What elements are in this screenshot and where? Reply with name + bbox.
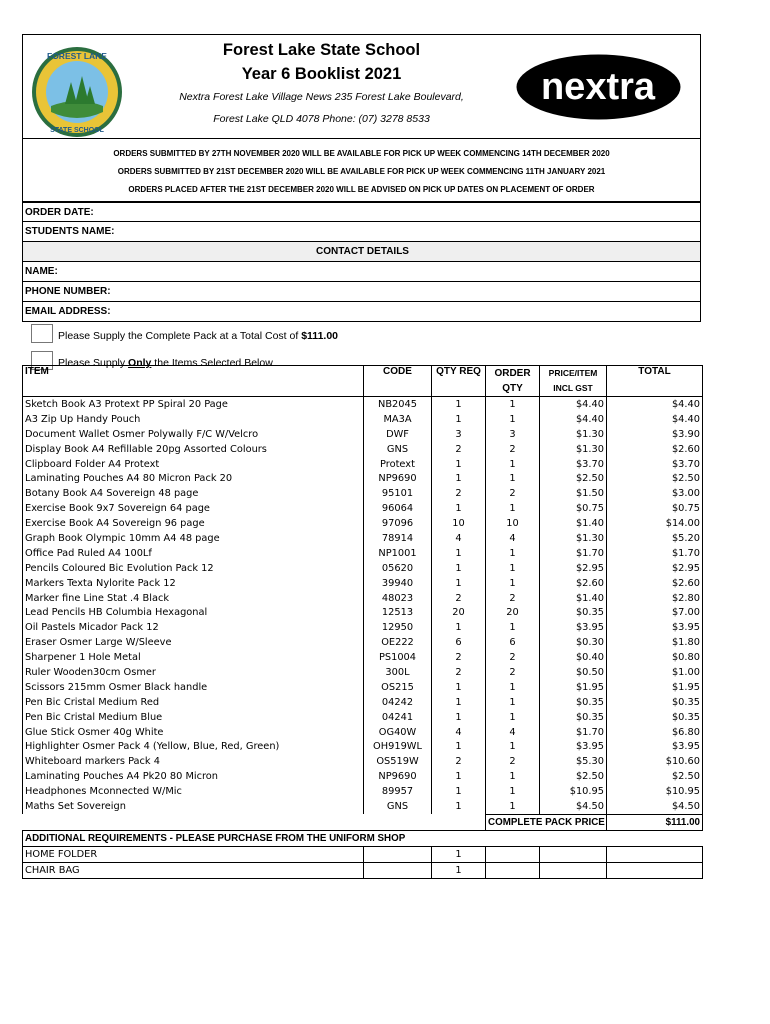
item-qty-req: 2: [432, 442, 486, 457]
item-order-qty[interactable]: 2: [486, 754, 540, 769]
item-order-qty[interactable]: 1: [486, 710, 540, 725]
item-order-qty[interactable]: 1: [486, 739, 540, 754]
table-row: [23, 784, 703, 799]
item-name: Laminating Pouches A4 Pk20 80 Micron: [23, 769, 364, 784]
item-total: $3.95: [607, 739, 703, 754]
item-total: $2.95: [607, 561, 703, 576]
table-row: [23, 576, 703, 591]
item-code: 300L: [364, 665, 432, 680]
item-total: $14.00: [607, 516, 703, 531]
table-row: [23, 862, 703, 878]
item-order-qty[interactable]: 1: [486, 620, 540, 635]
item-name: Scissors 215mm Osmer Black handle: [23, 680, 364, 695]
item-price: $1.30: [540, 442, 607, 457]
item-price: $0.75: [540, 501, 607, 516]
item-order-qty[interactable]: 20: [486, 605, 540, 620]
item-price: $10.95: [540, 784, 607, 799]
item-qty-req: 1: [432, 457, 486, 472]
additional-heading-row: [23, 830, 703, 846]
table-row: [23, 457, 703, 472]
item-code: 78914: [364, 531, 432, 546]
item-order-qty[interactable]: 1: [486, 471, 540, 486]
item-price: $4.50: [540, 799, 607, 814]
table-row: [23, 754, 703, 769]
item-code: OE222: [364, 635, 432, 650]
header-order-qty: ORDER QTY: [486, 366, 540, 397]
additional-qty: 1: [432, 862, 486, 878]
table-row: [23, 605, 703, 620]
item-total: $6.80: [607, 725, 703, 740]
item-total: $1.00: [607, 665, 703, 680]
item-order-qty[interactable]: 1: [486, 799, 540, 814]
students-name-field[interactable]: STUDENTS NAME:: [22, 222, 701, 242]
item-code: GNS: [364, 799, 432, 814]
item-code: MA3A: [364, 412, 432, 427]
complete-pack-checkbox[interactable]: [31, 324, 53, 343]
item-total: $4.50: [607, 799, 703, 814]
table-row: [23, 680, 703, 695]
table-row: [23, 486, 703, 501]
school-title: Forest Lake State School: [222, 41, 421, 59]
item-code: GNS: [364, 442, 432, 457]
item-qty-req: 1: [432, 799, 486, 814]
item-total: $0.80: [607, 650, 703, 665]
item-code: 12513: [364, 605, 432, 620]
item-price: $4.40: [540, 412, 607, 427]
item-qty-req: 2: [432, 591, 486, 606]
item-total: $2.50: [607, 471, 703, 486]
item-qty-req: 1: [432, 680, 486, 695]
notices: [22, 138, 701, 202]
item-code: 04242: [364, 695, 432, 710]
item-order-qty[interactable]: 1: [486, 695, 540, 710]
item-order-qty[interactable]: 10: [486, 516, 540, 531]
table-row: [23, 799, 703, 814]
item-order-qty[interactable]: 1: [486, 561, 540, 576]
item-price: $0.35: [540, 605, 607, 620]
item-qty-req: 3: [432, 427, 486, 442]
item-name: Clipboard Folder A4 Protext: [23, 457, 364, 472]
item-name: Laminating Pouches A4 80 Micron Pack 20: [23, 471, 364, 486]
table-row: [23, 546, 703, 561]
item-qty-req: 1: [432, 710, 486, 725]
school-logo: [31, 46, 123, 138]
address-line2: Forest Lake QLD 4078 Phone: (07) 3278 8533: [213, 113, 430, 125]
item-total: $2.60: [607, 442, 703, 457]
email-field[interactable]: EMAIL ADDRESS:: [22, 302, 701, 322]
item-total: $0.35: [607, 695, 703, 710]
item-total: $3.00: [607, 486, 703, 501]
item-name: Oil Pastels Micador Pack 12: [23, 620, 364, 635]
item-name: Eraser Osmer Large W/Sleeve: [23, 635, 364, 650]
item-name: Exercise Book A4 Sovereign 96 page: [23, 516, 364, 531]
booklist-sheet: [22, 34, 701, 376]
table-row: [23, 846, 703, 862]
item-name: Pen Bic Cristal Medium Red: [23, 695, 364, 710]
item-name: Botany Book A4 Sovereign 48 page: [23, 486, 364, 501]
table-row: [23, 695, 703, 710]
item-order-qty[interactable]: 1: [486, 769, 540, 784]
additional-order-qty-cell[interactable]: [486, 862, 540, 878]
item-total: $3.95: [607, 620, 703, 635]
phone-field[interactable]: PHONE NUMBER:: [22, 282, 701, 302]
item-total: $7.00: [607, 605, 703, 620]
item-name: Office Pad Ruled A4 100Lf: [23, 546, 364, 561]
item-code: 95101: [364, 486, 432, 501]
item-name: Document Wallet Osmer Polywally F/C W/Velcro: [23, 427, 364, 442]
item-order-qty[interactable]: 6: [486, 635, 540, 650]
item-total: $4.40: [607, 412, 703, 427]
item-qty-req: 1: [432, 561, 486, 576]
table-row: [23, 427, 703, 442]
item-price: $1.30: [540, 427, 607, 442]
item-code: 05620: [364, 561, 432, 576]
table-row: [23, 591, 703, 606]
table-row: [23, 769, 703, 784]
item-price: $2.50: [540, 471, 607, 486]
additional-heading: ADDITIONAL REQUIREMENTS - PLEASE PURCHASE FROM THE UNIFORM SHOP: [23, 830, 703, 846]
item-qty-req: 4: [432, 531, 486, 546]
item-total: $0.75: [607, 501, 703, 516]
nextra-logo: [516, 54, 681, 120]
item-qty-req: 2: [432, 665, 486, 680]
item-price: $1.40: [540, 591, 607, 606]
item-qty-req: 1: [432, 769, 486, 784]
item-qty-req: 20: [432, 605, 486, 620]
item-total: $2.50: [607, 769, 703, 784]
item-name: Markers Texta Nylorite Pack 12: [23, 576, 364, 591]
complete-pack-label: Please Supply the Complete Pack at a Total Cost of $111.00: [58, 330, 338, 342]
header-price: PRICE/ITEM INCL GST: [540, 366, 607, 397]
item-order-qty[interactable]: 3: [486, 427, 540, 442]
item-price: $1.50: [540, 486, 607, 501]
item-total: $0.35: [607, 710, 703, 725]
notice-3: ORDERS PLACED AFTER THE 21ST DECEMBER 2020 WILL BE ADVISED ON PICK UP DATES ON PLACEMENT OF ORDER: [128, 185, 595, 194]
item-qty-req: 1: [432, 501, 486, 516]
item-qty-req: 1: [432, 739, 486, 754]
item-order-qty[interactable]: 2: [486, 486, 540, 501]
item-code: Protext: [364, 457, 432, 472]
additional-order-qty-cell[interactable]: [486, 846, 540, 862]
item-code: 96064: [364, 501, 432, 516]
item-order-qty[interactable]: 2: [486, 442, 540, 457]
item-name: Exercise Book 9x7 Sovereign 64 page: [23, 501, 364, 516]
order-date-field[interactable]: ORDER DATE:: [22, 202, 701, 222]
item-code: 97096: [364, 516, 432, 531]
item-name: Display Book A4 Refillable 20pg Assorted Colours: [23, 442, 364, 457]
table-row: [23, 650, 703, 665]
item-name: Pencils Coloured Bic Evolution Pack 12: [23, 561, 364, 576]
item-code: OS215: [364, 680, 432, 695]
item-code: OH919WL: [364, 739, 432, 754]
address-line1: Nextra Forest Lake Village News 235 Forest Lake Boulevard,: [179, 91, 464, 103]
item-qty-req: 4: [432, 725, 486, 740]
item-name: Marker fine Line Stat .4 Black: [23, 591, 364, 606]
item-qty-req: 1: [432, 412, 486, 427]
item-order-qty[interactable]: 1: [486, 784, 540, 799]
item-price: $2.95: [540, 561, 607, 576]
header-total: TOTAL: [607, 366, 703, 397]
item-code: 89957: [364, 784, 432, 799]
item-price: $0.40: [540, 650, 607, 665]
item-name: Sharpener 1 Hole Metal: [23, 650, 364, 665]
item-order-qty[interactable]: 2: [486, 591, 540, 606]
selected-items-label: Please Supply Only the Items Selected Below: [58, 357, 273, 369]
item-order-qty[interactable]: 1: [486, 501, 540, 516]
table-row: [23, 442, 703, 457]
item-price: $3.95: [540, 620, 607, 635]
item-name: Sketch Book A3 Protext PP Spiral 20 Page: [23, 397, 364, 412]
item-qty-req: 1: [432, 397, 486, 412]
item-total: $1.80: [607, 635, 703, 650]
item-price: $3.95: [540, 739, 607, 754]
item-total: $2.80: [607, 591, 703, 606]
item-qty-req: 1: [432, 546, 486, 561]
item-code: 39940: [364, 576, 432, 591]
table-row: [23, 710, 703, 725]
header-item: ITEM: [23, 366, 364, 397]
item-price: $1.70: [540, 546, 607, 561]
item-qty-req: 2: [432, 486, 486, 501]
item-code: DWF: [364, 427, 432, 442]
table-row: [23, 561, 703, 576]
item-qty-req: 2: [432, 650, 486, 665]
item-total: $3.90: [607, 427, 703, 442]
item-price: $1.70: [540, 725, 607, 740]
item-code: NB2045: [364, 397, 432, 412]
item-name: Whiteboard markers Pack 4: [23, 754, 364, 769]
table-header-row: [23, 366, 703, 397]
item-code: NP1001: [364, 546, 432, 561]
item-total: $4.40: [607, 397, 703, 412]
item-order-qty[interactable]: 2: [486, 650, 540, 665]
item-name: Maths Set Sovereign: [23, 799, 364, 814]
table-row: [23, 397, 703, 412]
item-order-qty[interactable]: 1: [486, 412, 540, 427]
logo-text-bottom: STATE SCHOOL: [50, 127, 104, 134]
item-price: $0.50: [540, 665, 607, 680]
additional-item: CHAIR BAG: [23, 862, 364, 878]
name-field[interactable]: NAME:: [22, 262, 701, 282]
item-qty-req: 1: [432, 471, 486, 486]
additional-item: HOME FOLDER: [23, 846, 364, 862]
additional-qty: 1: [432, 846, 486, 862]
notice-1: ORDERS SUBMITTED BY 27TH NOVEMBER 2020 WILL BE AVAILABLE FOR PICK UP WEEK COMMENCING 14TH DECEMBER 2020: [113, 149, 610, 158]
title-block: [143, 38, 500, 130]
complete-pack-option[interactable]: [22, 322, 701, 349]
item-price: $1.40: [540, 516, 607, 531]
item-order-qty[interactable]: 1: [486, 457, 540, 472]
table-row: [23, 531, 703, 546]
logo-text-top: FOREST LAKE: [47, 51, 107, 61]
table-row: [23, 471, 703, 486]
item-qty-req: 6: [432, 635, 486, 650]
header-code: CODE: [364, 366, 432, 397]
item-qty-req: 2: [432, 754, 486, 769]
item-order-qty[interactable]: 2: [486, 665, 540, 680]
item-code: 48023: [364, 591, 432, 606]
header-qty-req: QTY REQ: [432, 366, 486, 397]
table-row: [23, 725, 703, 740]
item-name: Graph Book Olympic 10mm A4 48 page: [23, 531, 364, 546]
table-row: [23, 620, 703, 635]
item-price: $1.95: [540, 680, 607, 695]
item-order-qty[interactable]: 4: [486, 531, 540, 546]
item-total: $10.95: [607, 784, 703, 799]
item-total: $5.20: [607, 531, 703, 546]
item-price: $1.30: [540, 531, 607, 546]
item-rows: [23, 397, 703, 815]
item-code: 12950: [364, 620, 432, 635]
item-price: $0.35: [540, 710, 607, 725]
item-name: Headphones Mconnected W/Mic: [23, 784, 364, 799]
item-order-qty[interactable]: 1: [486, 576, 540, 591]
item-price: $5.30: [540, 754, 607, 769]
complete-pack-total: $111.00: [607, 814, 703, 830]
notice-2: ORDERS SUBMITTED BY 21ST DECEMBER 2020 WILL BE AVAILABLE FOR PICK UP WEEK COMMENCING 11TH JANUARY 2021: [117, 167, 606, 176]
item-order-qty[interactable]: 1: [486, 546, 540, 561]
item-price: $3.70: [540, 457, 607, 472]
item-qty-req: 1: [432, 784, 486, 799]
item-price: $0.30: [540, 635, 607, 650]
item-price: $2.60: [540, 576, 607, 591]
item-total: $3.70: [607, 457, 703, 472]
nextra-logo-text: nextra: [540, 66, 656, 108]
table-row: [23, 635, 703, 650]
item-code: NP9690: [364, 471, 432, 486]
item-qty-req: 1: [432, 620, 486, 635]
item-code: OG40W: [364, 725, 432, 740]
item-name: A3 Zip Up Handy Pouch: [23, 412, 364, 427]
item-total: $1.70: [607, 546, 703, 561]
table-row: [23, 665, 703, 680]
item-name: Ruler Wooden30cm Osmer: [23, 665, 364, 680]
item-order-qty[interactable]: 1: [486, 397, 540, 412]
item-order-qty[interactable]: 1: [486, 680, 540, 695]
item-price: $4.40: [540, 397, 607, 412]
table-row: [23, 516, 703, 531]
item-price: $2.50: [540, 769, 607, 784]
complete-pack-label: COMPLETE PACK PRICE: [486, 814, 607, 830]
booklist-title: Year 6 Booklist 2021: [241, 65, 402, 83]
item-code: NP9690: [364, 769, 432, 784]
contact-details-heading: CONTACT DETAILS: [22, 242, 701, 262]
item-total: $1.95: [607, 680, 703, 695]
item-code: OS519W: [364, 754, 432, 769]
item-total: $10.60: [607, 754, 703, 769]
table-row: [23, 501, 703, 516]
item-order-qty[interactable]: 4: [486, 725, 540, 740]
item-code: 04241: [364, 710, 432, 725]
item-name: Highlighter Osmer Pack 4 (Yellow, Blue, Red, Green): [23, 739, 364, 754]
item-qty-req: 1: [432, 695, 486, 710]
item-name: Glue Stick Osmer 40g White: [23, 725, 364, 740]
items-table: [22, 365, 703, 879]
item-total: $2.60: [607, 576, 703, 591]
table-row: [23, 412, 703, 427]
complete-pack-row: [23, 814, 703, 830]
item-price: $0.35: [540, 695, 607, 710]
item-code: PS1004: [364, 650, 432, 665]
item-qty-req: 1: [432, 576, 486, 591]
item-name: Lead Pencils HB Columbia Hexagonal: [23, 605, 364, 620]
header: [22, 34, 701, 138]
table-row: [23, 739, 703, 754]
item-qty-req: 10: [432, 516, 486, 531]
item-name: Pen Bic Cristal Medium Blue: [23, 710, 364, 725]
